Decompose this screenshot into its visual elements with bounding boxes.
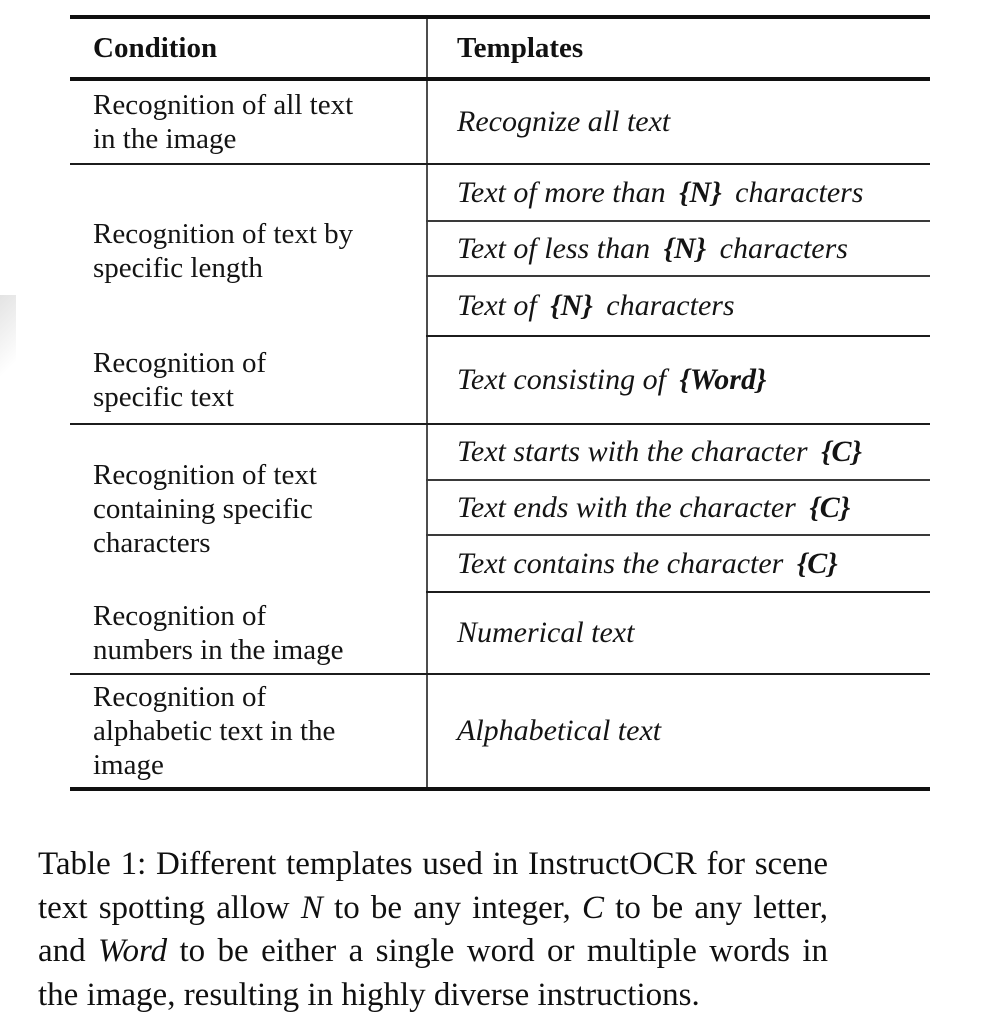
- condition-cell: Recognition of numbers in the image: [70, 592, 427, 674]
- template-cell: [427, 276, 930, 336]
- caption-text: to be any integer,: [322, 889, 582, 926]
- caption-text: to be any letter, and: [38, 889, 829, 969]
- template-placeholder: {Word}: [679, 363, 767, 396]
- template-text-pre: Text of more than: [457, 175, 674, 209]
- table-row: [70, 592, 930, 674]
- template-text-pre: Text contains the character: [457, 546, 791, 580]
- table-row: [70, 164, 930, 221]
- scan-artifact: [0, 295, 16, 390]
- condition-cell: Recognition of specific text: [70, 336, 427, 424]
- template-text-pre: Recognize all text: [457, 105, 671, 138]
- template-text-pre: Text consisting of: [457, 363, 674, 396]
- template-text-pre: Text of: [457, 289, 545, 322]
- template-text-pre: Numerical text: [457, 616, 635, 649]
- column-header-templates: Templates: [427, 17, 930, 79]
- template-placeholder: {C}: [809, 490, 851, 524]
- condition-cell: Recognition of alphabetic text in the image: [70, 674, 427, 789]
- math-var-n: N: [300, 889, 323, 926]
- template-placeholder: {C}: [821, 435, 862, 468]
- table-row: [70, 336, 930, 424]
- template-cell: [427, 535, 930, 592]
- math-var-word: Word: [98, 933, 168, 969]
- template-placeholder: {N}: [663, 231, 707, 265]
- template-text-post: characters: [727, 175, 864, 209]
- math-var-c: C: [581, 889, 604, 926]
- condition-cell: Recognition of all text in the image: [70, 79, 427, 164]
- template-placeholder: {C}: [796, 546, 838, 580]
- condition-cell: Recognition of text containing specific characters: [93, 458, 317, 559]
- template-cell: [427, 79, 930, 164]
- template-cell: [427, 480, 930, 535]
- template-cell: [427, 221, 930, 276]
- table-row: [70, 674, 930, 789]
- table-row: [70, 424, 930, 480]
- template-cell: [427, 424, 930, 480]
- caption-text: Table 1: Different templates used in InstructOCR for scene text spotting allow: [38, 846, 828, 926]
- template-cell: [427, 674, 930, 789]
- template-cell: [427, 592, 930, 674]
- templates-table: [70, 15, 930, 791]
- template-text-pre: Text ends with the character: [457, 490, 804, 524]
- template-text-pre: Text of less than: [457, 231, 658, 265]
- table-caption: [38, 843, 828, 1017]
- template-placeholder: {N}: [679, 175, 722, 209]
- table-row: [70, 79, 930, 164]
- condition-cell: Recognition of text by specific length: [93, 217, 354, 284]
- template-cell: [427, 336, 930, 424]
- template-text-post: characters: [712, 231, 848, 265]
- template-text-pre: Text starts with the character: [457, 435, 816, 468]
- caption-text: to be either a single word or multiple words in the image, resulting in highly diverse instructions.: [38, 933, 828, 1013]
- template-placeholder: {N}: [550, 289, 593, 322]
- column-header-condition: Condition: [70, 17, 427, 79]
- template-text-post: characters: [598, 289, 735, 322]
- table-header-row: [70, 17, 930, 79]
- template-cell: [427, 164, 930, 221]
- template-text-pre: Alphabetical text: [457, 714, 662, 747]
